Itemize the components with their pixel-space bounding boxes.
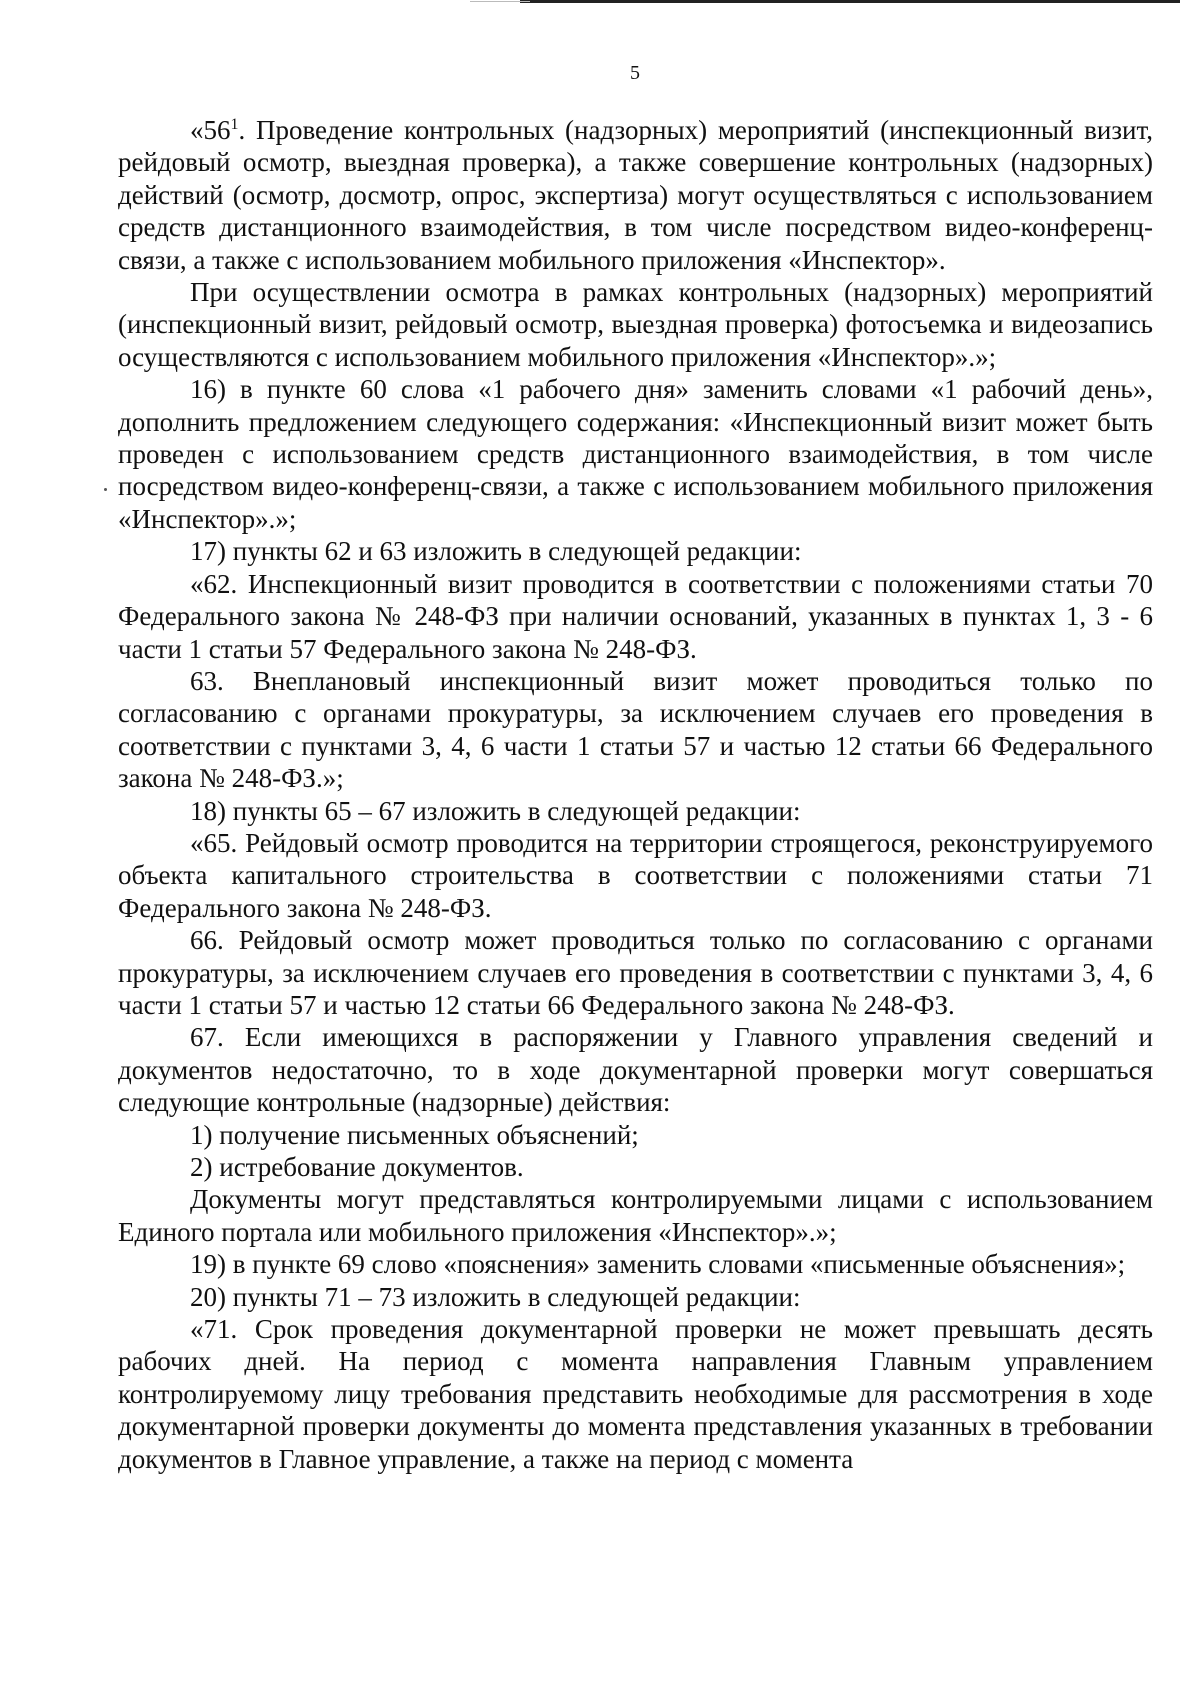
superscript-index: 1 xyxy=(230,116,239,133)
paragraph: 17) пункты 62 и 63 изложить в следующей редакции: xyxy=(190,536,802,567)
page-number: 5 xyxy=(630,62,640,84)
paragraph: 16) в пункте 60 слова «1 рабочего дня» заменить словами «1 рабочий день», дополнить предложением следующего содержания: «Инспекционный визит может быть проведен с использованием средств дистанционного взаимодействия, в том числе посредством видео-конференц-связи, а также с использованием мобильного приложения «Инспектор».»; xyxy=(118,374,1153,534)
paragraph: Документы могут представляться контролируемыми лицами с использованием Единого портала или мобильного приложения «Инспектор».»; xyxy=(118,1184,1153,1247)
paragraph: При осуществлении осмотра в рамках контрольных (надзорных) мероприятий (инспекционный визит, рейдовый осмотр, выездная проверка) фотосъемка и видеозапись осуществляются с использованием мобильного приложения «Инспектор».»; xyxy=(118,277,1153,372)
paragraph-prefix: «56 xyxy=(190,115,231,145)
paragraph: 63. Внеплановый инспекционный визит может проводиться только по согласованию с органами прокуратуры, за исключением случаев его проведения в соответствии с пунктами 3, 4, 6 части 1 статьи 57 и частью 12 статьи 66 Федерального закона № 248-ФЗ.»; xyxy=(118,665,1153,794)
paragraph: 19) в пункте 69 слово «пояснения» заменить словами «письменные объяснения»; xyxy=(190,1249,1126,1280)
paragraph: 2) истребование документов. xyxy=(190,1152,524,1182)
scan-edge-line xyxy=(520,0,1180,3)
paragraph: 20) пункты 71 – 73 изложить в следующей редакции: xyxy=(190,1281,801,1312)
paragraph: «71. Срок проведения документарной проверки не может превышать десять рабочих дней. На период с момента направления Главным управлением контролируемому лицу требования представить необходимые для рассмотрения в ходе документарной проверки документы до момента представления указанных в требовании документов в Главное управление, а также на период с момента xyxy=(118,1314,1153,1474)
paragraph: 66. Рейдовый осмотр может проводиться только по согласованию с органами прокуратуры, за исключением случаев его проведения в соответствии с пунктами 3, 4, 6 части 1 статьи 57 и частью 12 статьи 66 Федерального закона № 248-ФЗ. xyxy=(118,925,1153,1020)
paragraph: 1) получение письменных объяснений; xyxy=(190,1119,639,1150)
scan-edge-line-faint xyxy=(470,1,530,2)
paragraph-text: . Проведение контрольных (надзорных) мероприятий (инспекционный визит, рейдовый осмотр, выездная проверка), а также совершение контрольных (надзорных) действий (осмотр, досмотр, опрос, экспертиза) могут осуществляться с использованием средств дистанционного взаимодействия, в том числе посредством видео-конференц-связи, а также с использованием мобильного приложения «Инспектор». xyxy=(118,115,1153,275)
paragraph: 67. Если имеющихся в распоряжении у Главного управления сведений и документов недостаточно, то в ходе документарной проверки могут совершаться следующие контрольные (надзорные) действия: xyxy=(118,1022,1153,1118)
paragraph: «62. Инспекционный визит проводится в соответствии с положениями статьи 70 Федерального закона № 248-ФЗ при наличии оснований, указанных в пунктах 1, 3 - 6 части 1 статьи 57 Федерального закона № 248-ФЗ. xyxy=(118,568,1153,664)
paragraph-56-1 xyxy=(118,114,1153,276)
scan-speck xyxy=(104,488,107,491)
paragraph: 18) пункты 65 – 67 изложить в следующей редакции: xyxy=(190,795,801,826)
document-body xyxy=(118,114,1153,1475)
paragraph: «65. Рейдовый осмотр проводится на территории строящегося, реконструируемого объекта капитального строительства в соответствии с положениями статьи 71 Федерального закона № 248-ФЗ. xyxy=(118,827,1153,923)
